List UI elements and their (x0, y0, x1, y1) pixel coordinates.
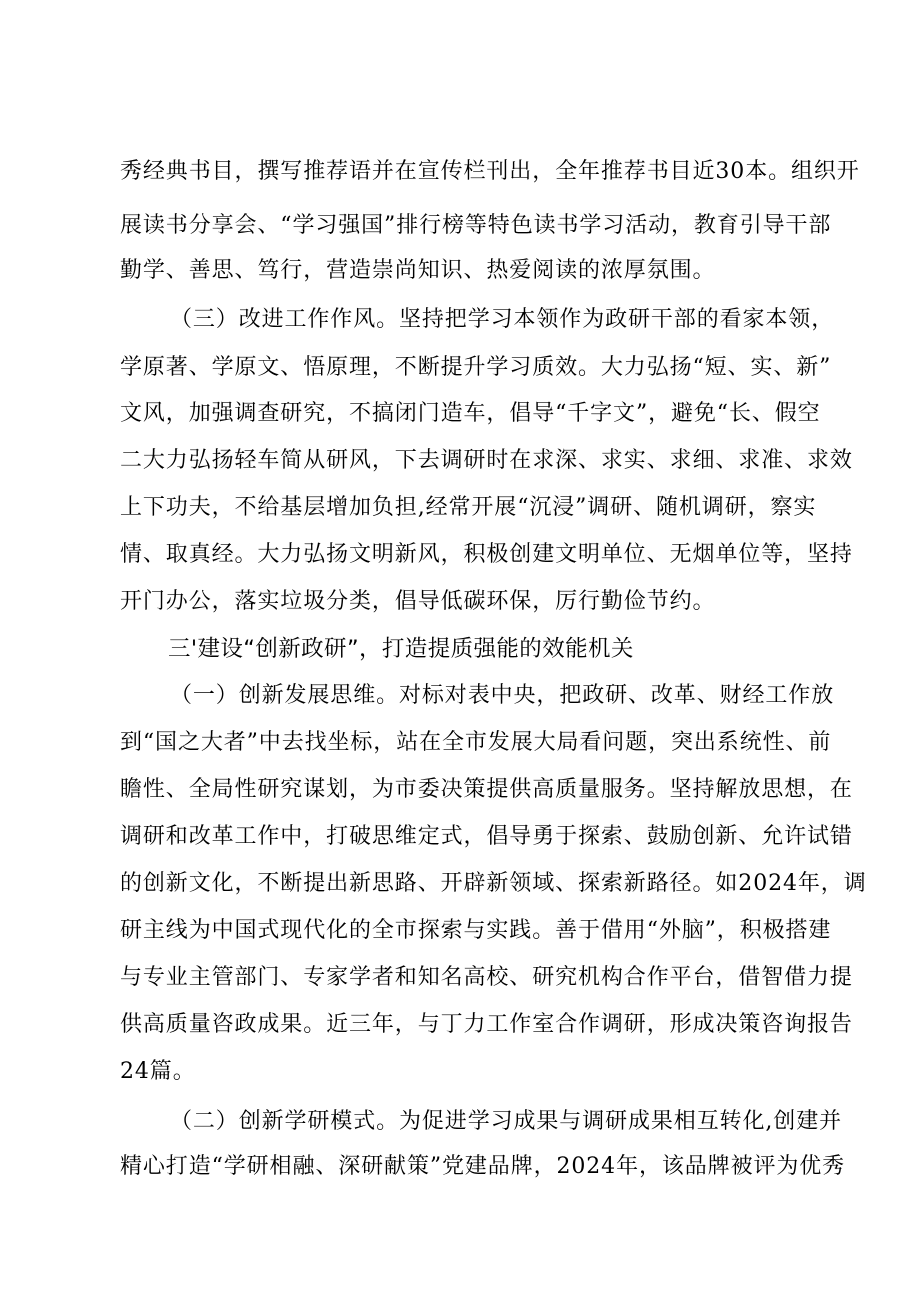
body-text-line: 开门办公，落实垃圾分类，倡导低碳环保，厉行勤俭节约。 (120, 589, 716, 614)
section-paragraph-start: （一）创新发展思维。对标对表中央，把政研、改革、财经工作放 (170, 683, 835, 708)
body-text-line: 展读书分享会、“学习强国”排行榜等特色读书学习活动，教育引导干部 (120, 213, 832, 238)
body-text-line: 与专业主管部门、专家学者和知名高校、研究机构合作平台，借智借力提 (120, 965, 853, 990)
body-text-line: 精心打造“学研相融、深研献策”党建品牌，2024年，该品牌被评为优秀 (120, 1154, 846, 1179)
body-text-line: 情、取真经。大力弘扬文明新风，积极创建文明单位、无烟单位等，坚持 (120, 542, 853, 567)
section-heading: 三'建设“创新政研”，打造提质强能的效能机关 (168, 636, 634, 662)
section-paragraph-start: （二）创新学研模式。为促进学习成果与调研成果相互转化,创建并 (170, 1109, 842, 1134)
body-text-line: 勤学、善思、笃行，营造崇尚知识、热爱阅读的浓厚氛围。 (120, 258, 716, 283)
body-text-line: 文风，加强调查研究，不搞闭门造车，倡导“千字文”，避免“长、假空 (120, 401, 821, 426)
body-text-line: 二大力弘扬轻车简从研风，下去调研时在求深、求实、求细、求准、求效 (120, 448, 853, 473)
body-text-line: 学原著、学原文、悟原理，不断提升学习质效。大力弘扬“短、实、新” (120, 355, 832, 380)
body-text-line: 供高质量咨政成果。近三年，与丁力工作室合作调研，形成决策咨询报告 (120, 1012, 853, 1037)
body-text-line: 24篇。 (120, 1059, 196, 1084)
body-text-line: 研主线为中国式现代化的全市探索与实践。善于借用“外脑”，积极搭建 (120, 918, 832, 943)
body-text-line: 调研和改革工作中，打破思维定式，倡导勇于探索、鼓励创新、允许试错 (120, 824, 853, 849)
body-text-line: 瞻性、全局性研究谋划，为市委决策提供高质量服务。坚持解放思想，在 (120, 777, 853, 802)
body-text-line: 的创新文化，不断提出新思路、开辟新领域、探索新路径。如2024年，调 (120, 871, 867, 896)
body-text-line: 秀经典书目，撰写推荐语并在宣传栏刊出，全年推荐书目近30本。组织开 (120, 159, 860, 184)
section-paragraph-start: （三）改进工作作风。坚持把学习本领作为政研干部的看家本领， (170, 307, 835, 332)
body-text-line: 上下功夫，不给基层增加负担,经常开展“沉浸”调研、随机调研，察实 (120, 495, 817, 520)
body-text-line: 到“国之大者”中去找坐标，站在全市发展大局看问题，突出系统性、前 (120, 730, 832, 755)
